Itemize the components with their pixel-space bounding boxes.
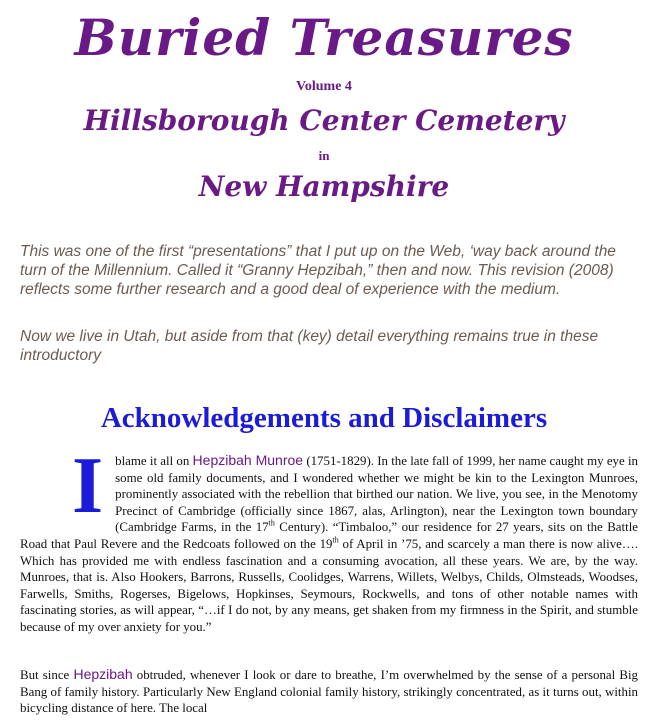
p1-superscript-2: th — [332, 535, 339, 545]
volume-label: Volume 4 — [296, 79, 352, 94]
hepzibah-munroe-name: Hepzibah Munroe — [192, 452, 304, 468]
in-connector: in — [318, 148, 330, 163]
p2-text-b: obtruded, whenever I look or dare to breathe, I’m overwhelmed by the sense of a personal Big Bang of family history. Particularly New England colonial family history, strikingly concentrated, as it turns out, within bicycling distance of here. The local — [20, 668, 638, 716]
intro-paragraph-1: This was one of the first “presentations” that I put up on the Web, ‘way back around the turn of the Millennium. Called it “Granny Hepzibah,” then and now. This revision (2008) reflects some further research and a good deal of experience with the medium. — [20, 243, 616, 298]
p2-text-a: But since — [20, 668, 74, 682]
body-paragraph-1 — [20, 442, 638, 636]
intro-paragraph-2: Now we live in Utah, but aside from that (key) detail everything remains true in these introductory — [20, 328, 599, 364]
cemetery-subtitle: Hillsborough Center Cemetery — [83, 104, 565, 137]
p1-text-d: of April in ’75, and scarcely a man there is now alive…. Which has provided me with endless fascination and a consuming avocation, all these years. We are, by the way. Munroes, that is. Also Hookers, Barrons, Russells, Coolidges, Warrens, Willets, Welbys, Childs, Olmsteads, Woodses, Farwells, Smiths, Rogerses, Bigelows, Hopkinses, Seymours, Rockwells, and tons of other notable names with fascinating stories, as will appear, “…if I do not, by any means, get shaken from my firmness in the Spirit, and stumble because of my over anxiety for you.” — [20, 536, 638, 634]
hepzibah-name: Hepzibah — [73, 666, 133, 682]
body-paragraph-2 — [20, 666, 638, 717]
p1-text-a: blame it all on — [115, 454, 193, 468]
p1-text-b: (1751-1829). In the late fall of 1999, her name caught my eye in some old family documents, and I wondered whether we might be kin to the Lexington Munroes, prominently associated with the rebellion that birthed our nation. We live, you see, in the Menotomy Precinct of Cambridge (officially since 1867, alas, Arlington), near the Lexington town boundary (Cambridge Farms, in the 17 — [115, 454, 638, 535]
section-heading: Acknowledgements and Disclaimers — [100, 402, 548, 434]
drop-cap: I — [72, 442, 104, 530]
p1-text-c: Century). “Timbaloo,” our residence for 27 years, sits on the Battle Road that Paul Revere and the Redcoats followed on the 19 — [20, 520, 638, 551]
book-title: Buried Treasures — [74, 8, 574, 67]
state-title: New Hampshire — [198, 170, 450, 203]
p1-superscript-1: th — [268, 519, 275, 529]
